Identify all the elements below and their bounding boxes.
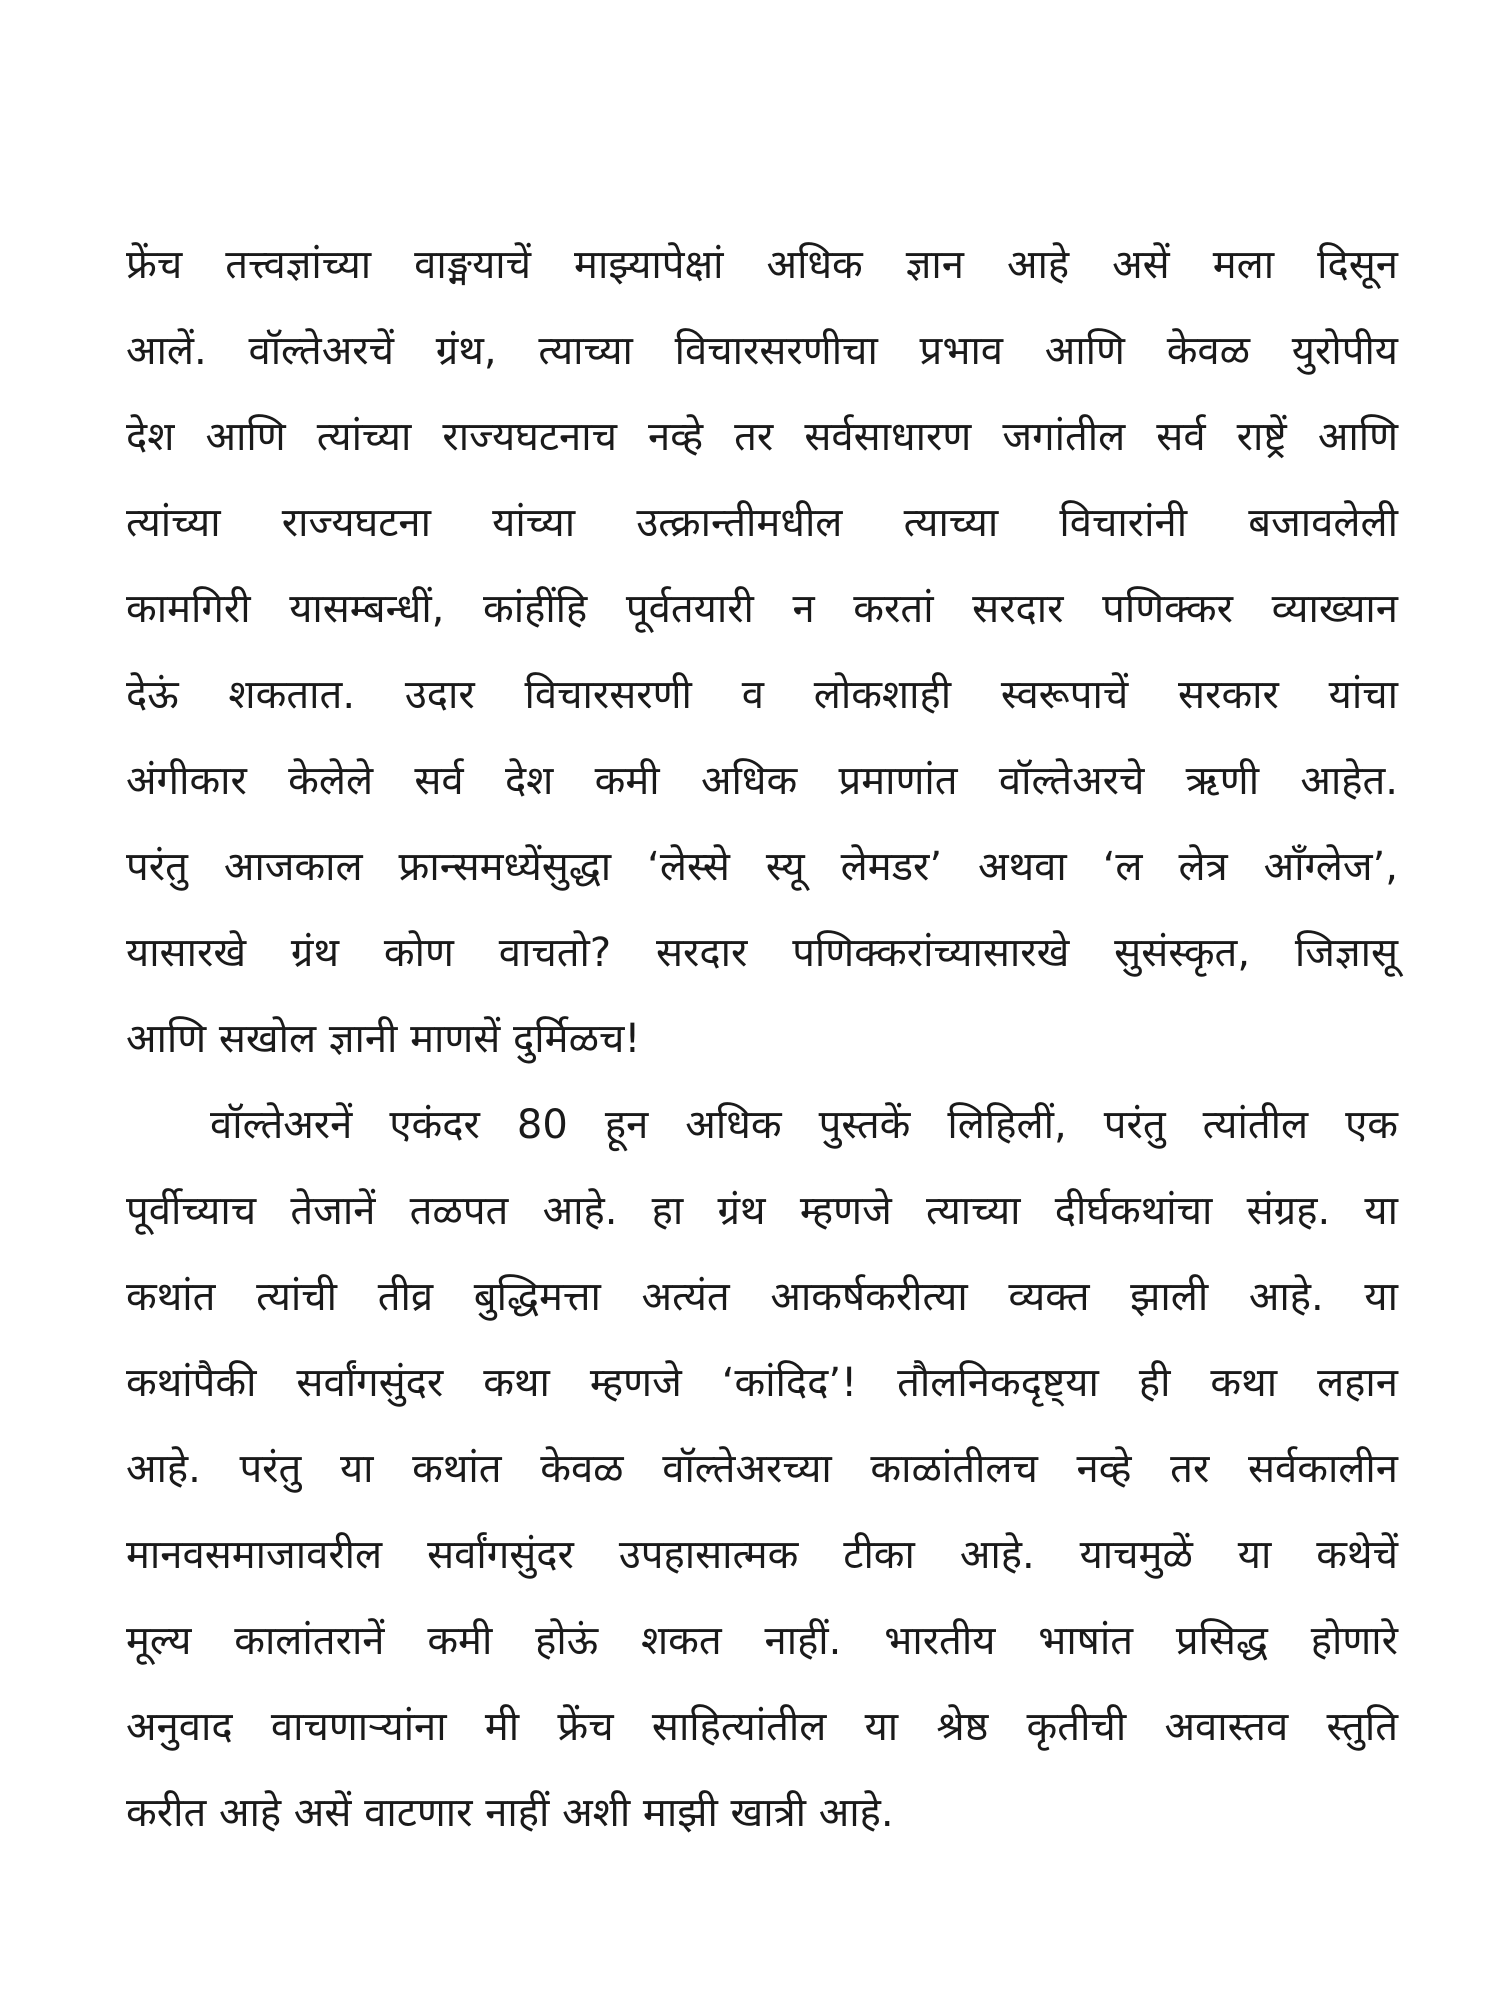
text-line: देऊं शकतात. उदार विचारसरणी व लोकशाही स्वरूपाचें सरकार यांचा: [126, 672, 1398, 718]
body-text: [126, 222, 1398, 1856]
text-line: अनुवाद वाचणाऱ्यांना मी फ्रेंच साहित्यांतील या श्रेष्ठ कृतीची अवास्तव स्तुति: [126, 1704, 1398, 1750]
paragraph-2: [126, 1082, 1398, 1856]
text-line: देश आणि त्यांच्या राज्यघटनाच नव्हे तर सर्वसाधारण जगांतील सर्व राष्ट्रें आणि: [126, 414, 1398, 460]
text-line: आहे. परंतु या कथांत केवळ वॉल्तेअरच्या काळांतीलच नव्हे तर सर्वकालीन: [126, 1446, 1398, 1492]
paragraph-1: [126, 222, 1398, 1082]
text-line: यासारखे ग्रंथ कोण वाचतो? सरदार पणिक्करांच्यासारखे सुसंस्कृत, जिज्ञासू: [126, 930, 1398, 976]
text-line: मूल्य कालांतरानें कमी होऊं शकत नाहीं. भारतीय भाषांत प्रसिद्ध होणारे: [126, 1618, 1398, 1664]
text-line: वॉल्तेअरनें एकंदर 80 हून अधिक पुस्तकें लिहिलीं, परंतु त्यांतील एक: [210, 1102, 1398, 1148]
text-line: पूर्वीच्याच तेजानें तळपत आहे. हा ग्रंथ म्हणजे त्याच्या दीर्घकथांचा संग्रह. या: [126, 1188, 1398, 1234]
text-line: कथांत त्यांची तीव्र बुद्धिमत्ता अत्यंत आकर्षकरीत्या व्यक्त झाली आहे. या: [126, 1274, 1398, 1320]
text-line: आणि सखोल ज्ञानी माणसें दुर्मिळच!: [126, 1016, 641, 1062]
text-line: कथांपैकी सर्वांगसुंदर कथा म्हणजे ‘कांदिद’! तौलनिकदृष्ट्या ही कथा लहान: [126, 1360, 1398, 1406]
text-line: करीत आहे असें वाटणार नाहीं अशी माझी खात्री आहे.: [126, 1790, 894, 1836]
text-line: त्यांच्या राज्यघटना यांच्या उत्क्रान्तीमधील त्याच्या विचारांनी बजावलेली: [126, 500, 1398, 546]
text-line: मानवसमाजावरील सर्वांगसुंदर उपहासात्मक टीका आहे. याचमुळें या कथेचें: [126, 1532, 1398, 1578]
text-line: परंतु आजकाल फ्रान्समध्येंसुद्धा ‘लेस्से स्यू लेमडर’ अथवा ‘ल लेत्र ऑंग्लेज’,: [126, 844, 1398, 890]
text-line: आलें. वॉल्तेअरचें ग्रंथ, त्याच्या विचारसरणीचा प्रभाव आणि केवळ युरोपीय: [126, 328, 1398, 374]
text-line: फ्रेंच तत्त्वज्ञांच्या वाङ्मयाचें माझ्यापेक्षां अधिक ज्ञान आहे असें मला दिसून: [126, 242, 1398, 288]
text-line: अंगीकार केलेले सर्व देश कमी अधिक प्रमाणांत वॉल्तेअरचे ऋणी आहेत.: [126, 758, 1398, 804]
text-line: कामगिरी यासम्बन्धीं, कांहींहि पूर्वतयारी न करतां सरदार पणिक्कर व्याख्यान: [126, 586, 1398, 632]
